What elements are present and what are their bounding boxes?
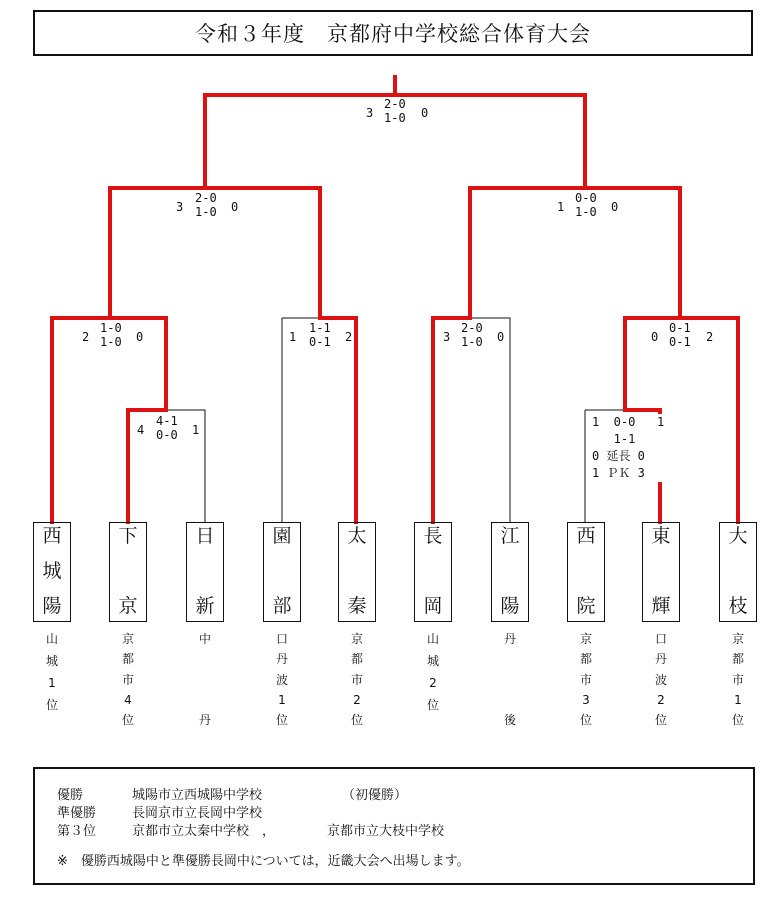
region-char: 京 bbox=[731, 632, 744, 646]
result-third-school-2: 京都市立大枝中学校 bbox=[327, 824, 445, 839]
score-sf-left-right: 0 bbox=[231, 200, 239, 214]
score-qf4-left: 0 bbox=[651, 330, 659, 344]
score-qf3-right: 0 bbox=[497, 330, 505, 344]
region-char: 1 bbox=[48, 676, 56, 690]
region-char: 位 bbox=[731, 713, 744, 727]
result-winner-note: （初優勝） bbox=[342, 788, 408, 803]
score-sf-right-mid: 0-0 1-0 bbox=[575, 191, 597, 219]
result-winner-label: 優勝 bbox=[57, 788, 84, 803]
team-char: 岡 bbox=[423, 595, 443, 617]
score-qf1-mid: 1-0 1-0 bbox=[100, 321, 122, 349]
winner-path-sf-left bbox=[110, 95, 205, 318]
team-char: 陽 bbox=[500, 595, 520, 617]
region-label-uzumasa bbox=[338, 632, 376, 727]
score-qf2-left: 1 bbox=[289, 330, 297, 344]
result-runner-row bbox=[57, 805, 753, 823]
team-char: 新 bbox=[195, 595, 215, 617]
region-label-nagaoka bbox=[414, 632, 452, 712]
results-box bbox=[33, 767, 755, 885]
result-third-row bbox=[57, 823, 753, 841]
score-qf1-right: 0 bbox=[136, 330, 144, 344]
score-r1b: 1 0-0 1 1-1 0 延長 0 1 ＰＫ 3 bbox=[592, 415, 665, 480]
result-runner-school: 長岡京市立長岡中学校 bbox=[132, 806, 263, 821]
winner-path-sf-right-2 bbox=[585, 188, 680, 318]
region-char: 口 bbox=[654, 632, 667, 646]
region-char: 丹 bbox=[503, 632, 516, 646]
region-label-koyo bbox=[491, 632, 529, 727]
score-sf-left-left: 3 bbox=[176, 200, 184, 214]
winner-path-sf-left-2 bbox=[205, 188, 320, 318]
team-char: 日 bbox=[195, 525, 215, 547]
region-char: 丹 bbox=[198, 713, 211, 727]
team-char: 京 bbox=[118, 595, 138, 617]
region-char: 市 bbox=[350, 672, 363, 687]
region-label-saiin bbox=[567, 632, 605, 727]
region-char: 2 bbox=[657, 692, 665, 707]
team-char: 枝 bbox=[728, 595, 748, 617]
region-char: 中 bbox=[198, 632, 211, 646]
region-char: 1 bbox=[278, 692, 286, 707]
region-char: 1 bbox=[734, 692, 742, 707]
team-box-nisshin bbox=[186, 522, 224, 622]
region-char: 位 bbox=[121, 713, 134, 727]
score-qf4-mid: 0-1 0-1 bbox=[669, 321, 691, 349]
result-winner-row bbox=[57, 787, 753, 805]
region-char: 2 bbox=[353, 692, 361, 707]
region-label-sonobe bbox=[263, 632, 301, 727]
team-char: 西 bbox=[42, 525, 62, 547]
region-char: 市 bbox=[579, 672, 592, 687]
score-sf-left-mid: 2-0 1-0 bbox=[195, 191, 217, 219]
region-char: 位 bbox=[275, 713, 288, 727]
score-qf3-left: 3 bbox=[443, 330, 451, 344]
region-char: 京 bbox=[350, 632, 363, 646]
team-box-shimogyo bbox=[109, 522, 147, 622]
region-char: 丹 bbox=[275, 652, 288, 667]
region-label-toki bbox=[642, 632, 680, 727]
region-label-nishijoyo bbox=[33, 632, 71, 712]
team-box-nishijoyo bbox=[33, 522, 71, 622]
score-final-left: 3 bbox=[366, 106, 374, 120]
team-char: 東 bbox=[651, 525, 671, 547]
tournament-title: 令和３年度 京都府中学校総合体育大会 bbox=[33, 10, 753, 56]
score-final-right: 0 bbox=[421, 106, 429, 120]
region-char: 市 bbox=[731, 672, 744, 687]
score-r1a-mid: 4-1 0-0 bbox=[156, 414, 178, 442]
team-box-saiin bbox=[567, 522, 605, 622]
winner-path-final bbox=[205, 77, 395, 95]
score-qf4-right: 2 bbox=[706, 330, 714, 344]
region-char: 城 bbox=[45, 654, 58, 668]
result-third-label: 第３位 bbox=[57, 824, 97, 839]
region-label-nisshin bbox=[186, 632, 224, 727]
team-box-nagaoka bbox=[414, 522, 452, 622]
team-char: 院 bbox=[576, 595, 596, 617]
region-char: 波 bbox=[275, 672, 288, 687]
region-char: 京 bbox=[579, 632, 592, 646]
team-char: 城 bbox=[42, 560, 62, 582]
team-box-oeda bbox=[719, 522, 757, 622]
region-char: 都 bbox=[579, 652, 592, 667]
region-char: 位 bbox=[654, 713, 667, 727]
score-final-mid: 2-0 1-0 bbox=[384, 97, 406, 125]
team-char: 西 bbox=[576, 525, 596, 547]
region-char: 山 bbox=[45, 632, 58, 646]
score-r1a-left: 4 bbox=[137, 423, 145, 437]
region-char: 位 bbox=[426, 698, 439, 712]
region-char: 城 bbox=[426, 654, 439, 668]
region-char: 2 bbox=[429, 676, 437, 690]
score-qf1-left: 2 bbox=[82, 330, 90, 344]
team-char: 江 bbox=[500, 525, 520, 547]
team-char: 下 bbox=[118, 525, 138, 547]
score-sf-right-right: 0 bbox=[611, 200, 619, 214]
region-char: 都 bbox=[731, 652, 744, 667]
result-note: ※ 優勝西城陽中と準優勝長岡中については，近畿大会へ出場します。 bbox=[57, 854, 470, 869]
region-char: 位 bbox=[350, 713, 363, 727]
score-qf3-mid: 2-0 1-0 bbox=[461, 321, 483, 349]
result-runner-label: 準優勝 bbox=[57, 806, 97, 821]
team-char: 秦 bbox=[347, 595, 367, 617]
team-char: 輝 bbox=[651, 595, 671, 617]
team-char: 大 bbox=[728, 525, 748, 547]
region-char: 位 bbox=[45, 698, 58, 712]
region-char: 京 bbox=[121, 632, 134, 646]
team-box-toki bbox=[642, 522, 680, 622]
team-box-uzumasa bbox=[338, 522, 376, 622]
score-qf2-mid: 1-1 0-1 bbox=[309, 321, 331, 349]
region-char: 後 bbox=[503, 713, 516, 727]
team-char: 太 bbox=[347, 525, 367, 547]
score-qf2-right: 2 bbox=[345, 330, 353, 344]
team-box-koyo bbox=[491, 522, 529, 622]
result-winner-school: 城陽市立西城陽中学校 bbox=[132, 788, 263, 803]
region-char: 都 bbox=[121, 652, 134, 667]
region-char: 波 bbox=[654, 672, 667, 687]
winner-path-sf-right bbox=[470, 188, 585, 318]
team-char: 陽 bbox=[42, 595, 62, 617]
region-char: 丹 bbox=[654, 652, 667, 667]
team-char: 長 bbox=[423, 525, 443, 547]
region-label-oeda bbox=[719, 632, 757, 727]
region-char: 3 bbox=[582, 692, 590, 707]
region-char: 都 bbox=[350, 652, 363, 667]
team-char: 園 bbox=[272, 525, 292, 547]
region-char: 4 bbox=[124, 692, 132, 707]
team-box-sonobe bbox=[263, 522, 301, 622]
region-char: 山 bbox=[426, 632, 439, 646]
region-char: 口 bbox=[275, 632, 288, 646]
region-label-shimogyo bbox=[109, 632, 147, 727]
region-char: 位 bbox=[579, 713, 592, 727]
score-sf-right-left: 1 bbox=[557, 200, 565, 214]
result-third-school-1: 京都市立太秦中学校 ， bbox=[132, 824, 276, 839]
score-r1a-right: 1 bbox=[192, 423, 200, 437]
team-char: 部 bbox=[272, 595, 292, 617]
region-char: 市 bbox=[121, 672, 134, 687]
